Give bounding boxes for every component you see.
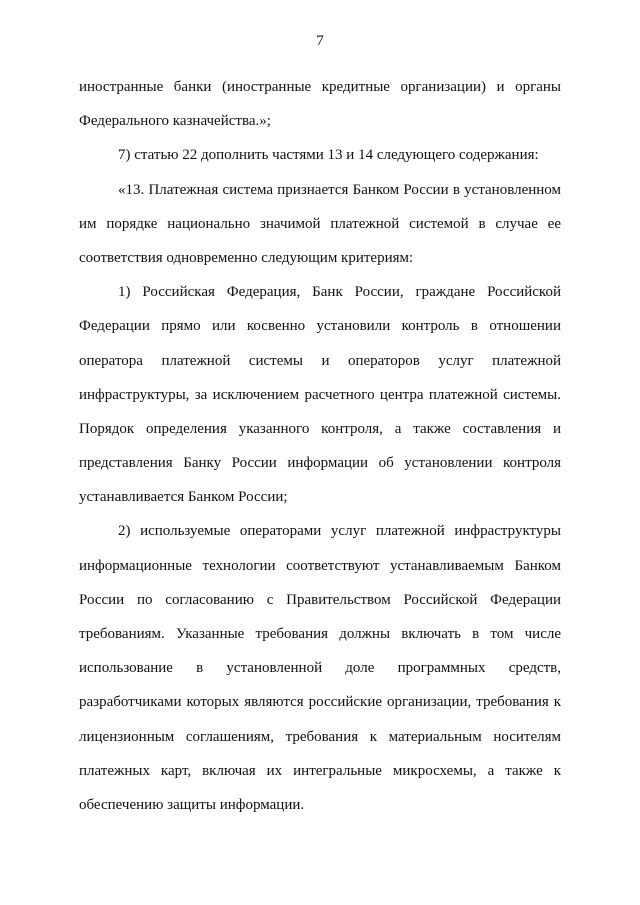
text-line: 1) Российская Федерация, Банк России, граждане Российской (118, 284, 561, 301)
text-line: им порядке национально значимой платежной системой в случае ее (79, 215, 561, 232)
text-line: требованиям. Указанные требования должны включать в том числе (79, 626, 561, 642)
text-line: соответствия одновременно следующим критериям: (79, 249, 414, 266)
text-line: 2) используемые операторами услуг платежной инфраструктуры (118, 523, 561, 540)
text-line: разработчиками которых являются российские организации, требования к (79, 694, 561, 711)
text-line: лицензионным соглашениям, требования к материальным носителям (79, 728, 561, 745)
text-line: информационные технологии соответствуют устанавливаемым Банком (79, 557, 561, 574)
text-line: представления Банку России информации об установлении контроля (79, 455, 561, 472)
page-number: 7 (316, 33, 324, 49)
text-line: Федерации прямо или косвенно установили контроль в отношении (79, 318, 561, 335)
text-line: использование в установленной доле программных средств, (79, 660, 561, 677)
text-line: иностранные банки (иностранные кредитные организации) и органы (79, 79, 561, 95)
text-line: оператора платежной системы и операторов услуг платежной (79, 352, 561, 369)
text-line: платежных карт, включая их интегральные микросхемы, а также к (79, 762, 561, 779)
text-line: «13. Платежная система признается Банком России в установленном (118, 181, 561, 198)
text-line: России по согласованию с Правительством Российской Федерации (79, 591, 561, 608)
document-body (79, 70, 561, 822)
text-line: Порядок определения указанного контроля, а также составления и (79, 420, 561, 437)
text-line: обеспечению защиты информации. (79, 796, 305, 813)
text-line: 7) статью 22 дополнить частями 13 и 14 следующего содержания: (118, 147, 539, 164)
text-line: инфраструктуры, за исключением расчетного центра платежной системы. (79, 386, 561, 403)
text-line: Федерального казначейства.»; (79, 113, 271, 130)
text-line: устанавливается Банком России; (79, 489, 288, 506)
